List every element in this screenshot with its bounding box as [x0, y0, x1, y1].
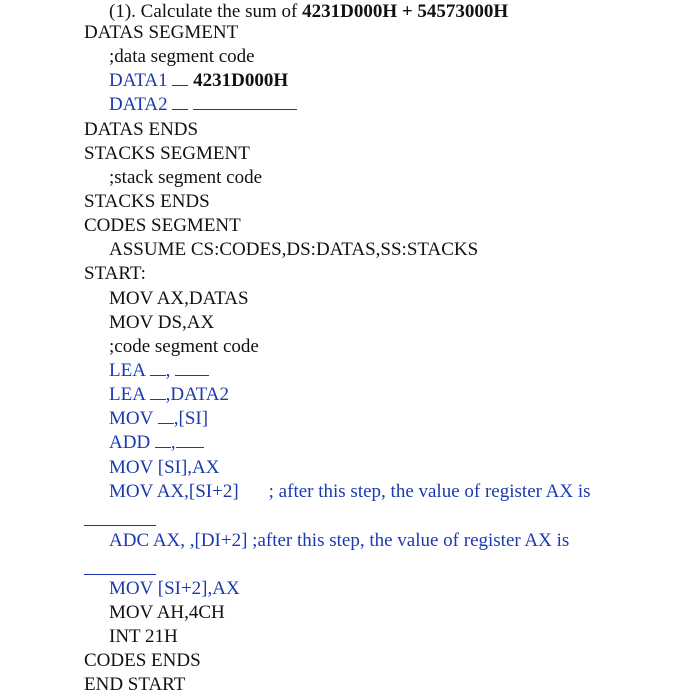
- mov-si2-ax-line: MOV [SI+2],AX: [109, 578, 240, 599]
- mov-ds-ax-line: MOV DS,AX: [109, 312, 215, 333]
- stacks-segment-line: STACKS SEGMENT: [84, 143, 250, 164]
- mov-ax-si2-instr: MOV AX,[SI+2]: [109, 481, 239, 502]
- lea2-line: [109, 383, 229, 407]
- data2-label: DATA2: [109, 94, 168, 115]
- add-comma: ,: [170, 432, 176, 453]
- stacks-ends-line: STACKS ENDS: [84, 191, 210, 212]
- data-segment-comment: ;data segment code: [109, 46, 255, 67]
- mov-si-ax-line: MOV [SI],AX: [109, 457, 220, 478]
- mov-op: MOV: [109, 408, 153, 429]
- add-dest-blank[interactable]: [155, 432, 171, 448]
- mov-ax-datas-line: MOV AX,DATAS: [109, 288, 249, 309]
- mov-ax-si2-comment: ; after this step, the value of register AX is: [268, 481, 591, 502]
- codes-ends-line: CODES ENDS: [84, 650, 201, 671]
- ax-answer-blank-2[interactable]: [84, 574, 156, 575]
- lea1-src-blank[interactable]: [175, 360, 209, 376]
- data1-label: DATA1: [109, 70, 168, 91]
- sum-expression: 4231D000H + 54573000H: [302, 1, 509, 22]
- mov-src: ,[SI]: [173, 408, 209, 429]
- datas-ends-line: DATAS ENDS: [84, 119, 199, 140]
- end-start-line: END START: [84, 674, 186, 695]
- data1-value: 4231D000H: [193, 70, 289, 91]
- mov-ah-line: MOV AH,4CH: [109, 602, 225, 623]
- mov-dest-blank[interactable]: [158, 408, 174, 424]
- int-21h-line: INT 21H: [109, 626, 178, 647]
- add-line: [109, 431, 204, 455]
- data1-directive-blank[interactable]: [172, 70, 188, 86]
- lea2-op: LEA: [109, 384, 145, 405]
- datas-segment-line: DATAS SEGMENT: [84, 22, 239, 43]
- lea2-dest-blank[interactable]: [150, 384, 166, 400]
- adc-line: ADC AX, ,[DI+2] ;after this step, the value of register AX is: [109, 530, 570, 551]
- data2-directive-blank[interactable]: [172, 94, 188, 110]
- assume-line: ASSUME CS:CODES,DS:DATAS,SS:STACKS: [109, 239, 479, 260]
- add-src-blank[interactable]: [176, 432, 204, 448]
- lea1-comma: ,: [165, 360, 171, 381]
- lea1-op: LEA: [109, 360, 145, 381]
- stack-segment-comment: ;stack segment code: [109, 167, 263, 188]
- question-prefix: (1). Calculate the sum of: [109, 1, 303, 22]
- start-label: START:: [84, 263, 146, 284]
- lea1-line: [109, 359, 209, 383]
- data1-line: [109, 69, 288, 93]
- code-segment-comment: ;code segment code: [109, 336, 259, 357]
- data2-line: [109, 93, 297, 117]
- ax-answer-blank-1[interactable]: [84, 525, 156, 526]
- add-op: ADD: [109, 432, 151, 453]
- lea1-dest-blank[interactable]: [150, 360, 166, 376]
- mov-ax-si2-line: [109, 480, 591, 504]
- lea2-src: ,DATA2: [165, 384, 230, 405]
- codes-segment-line: CODES SEGMENT: [84, 215, 241, 236]
- mov-line: [109, 407, 208, 431]
- data2-value-blank[interactable]: [193, 94, 297, 110]
